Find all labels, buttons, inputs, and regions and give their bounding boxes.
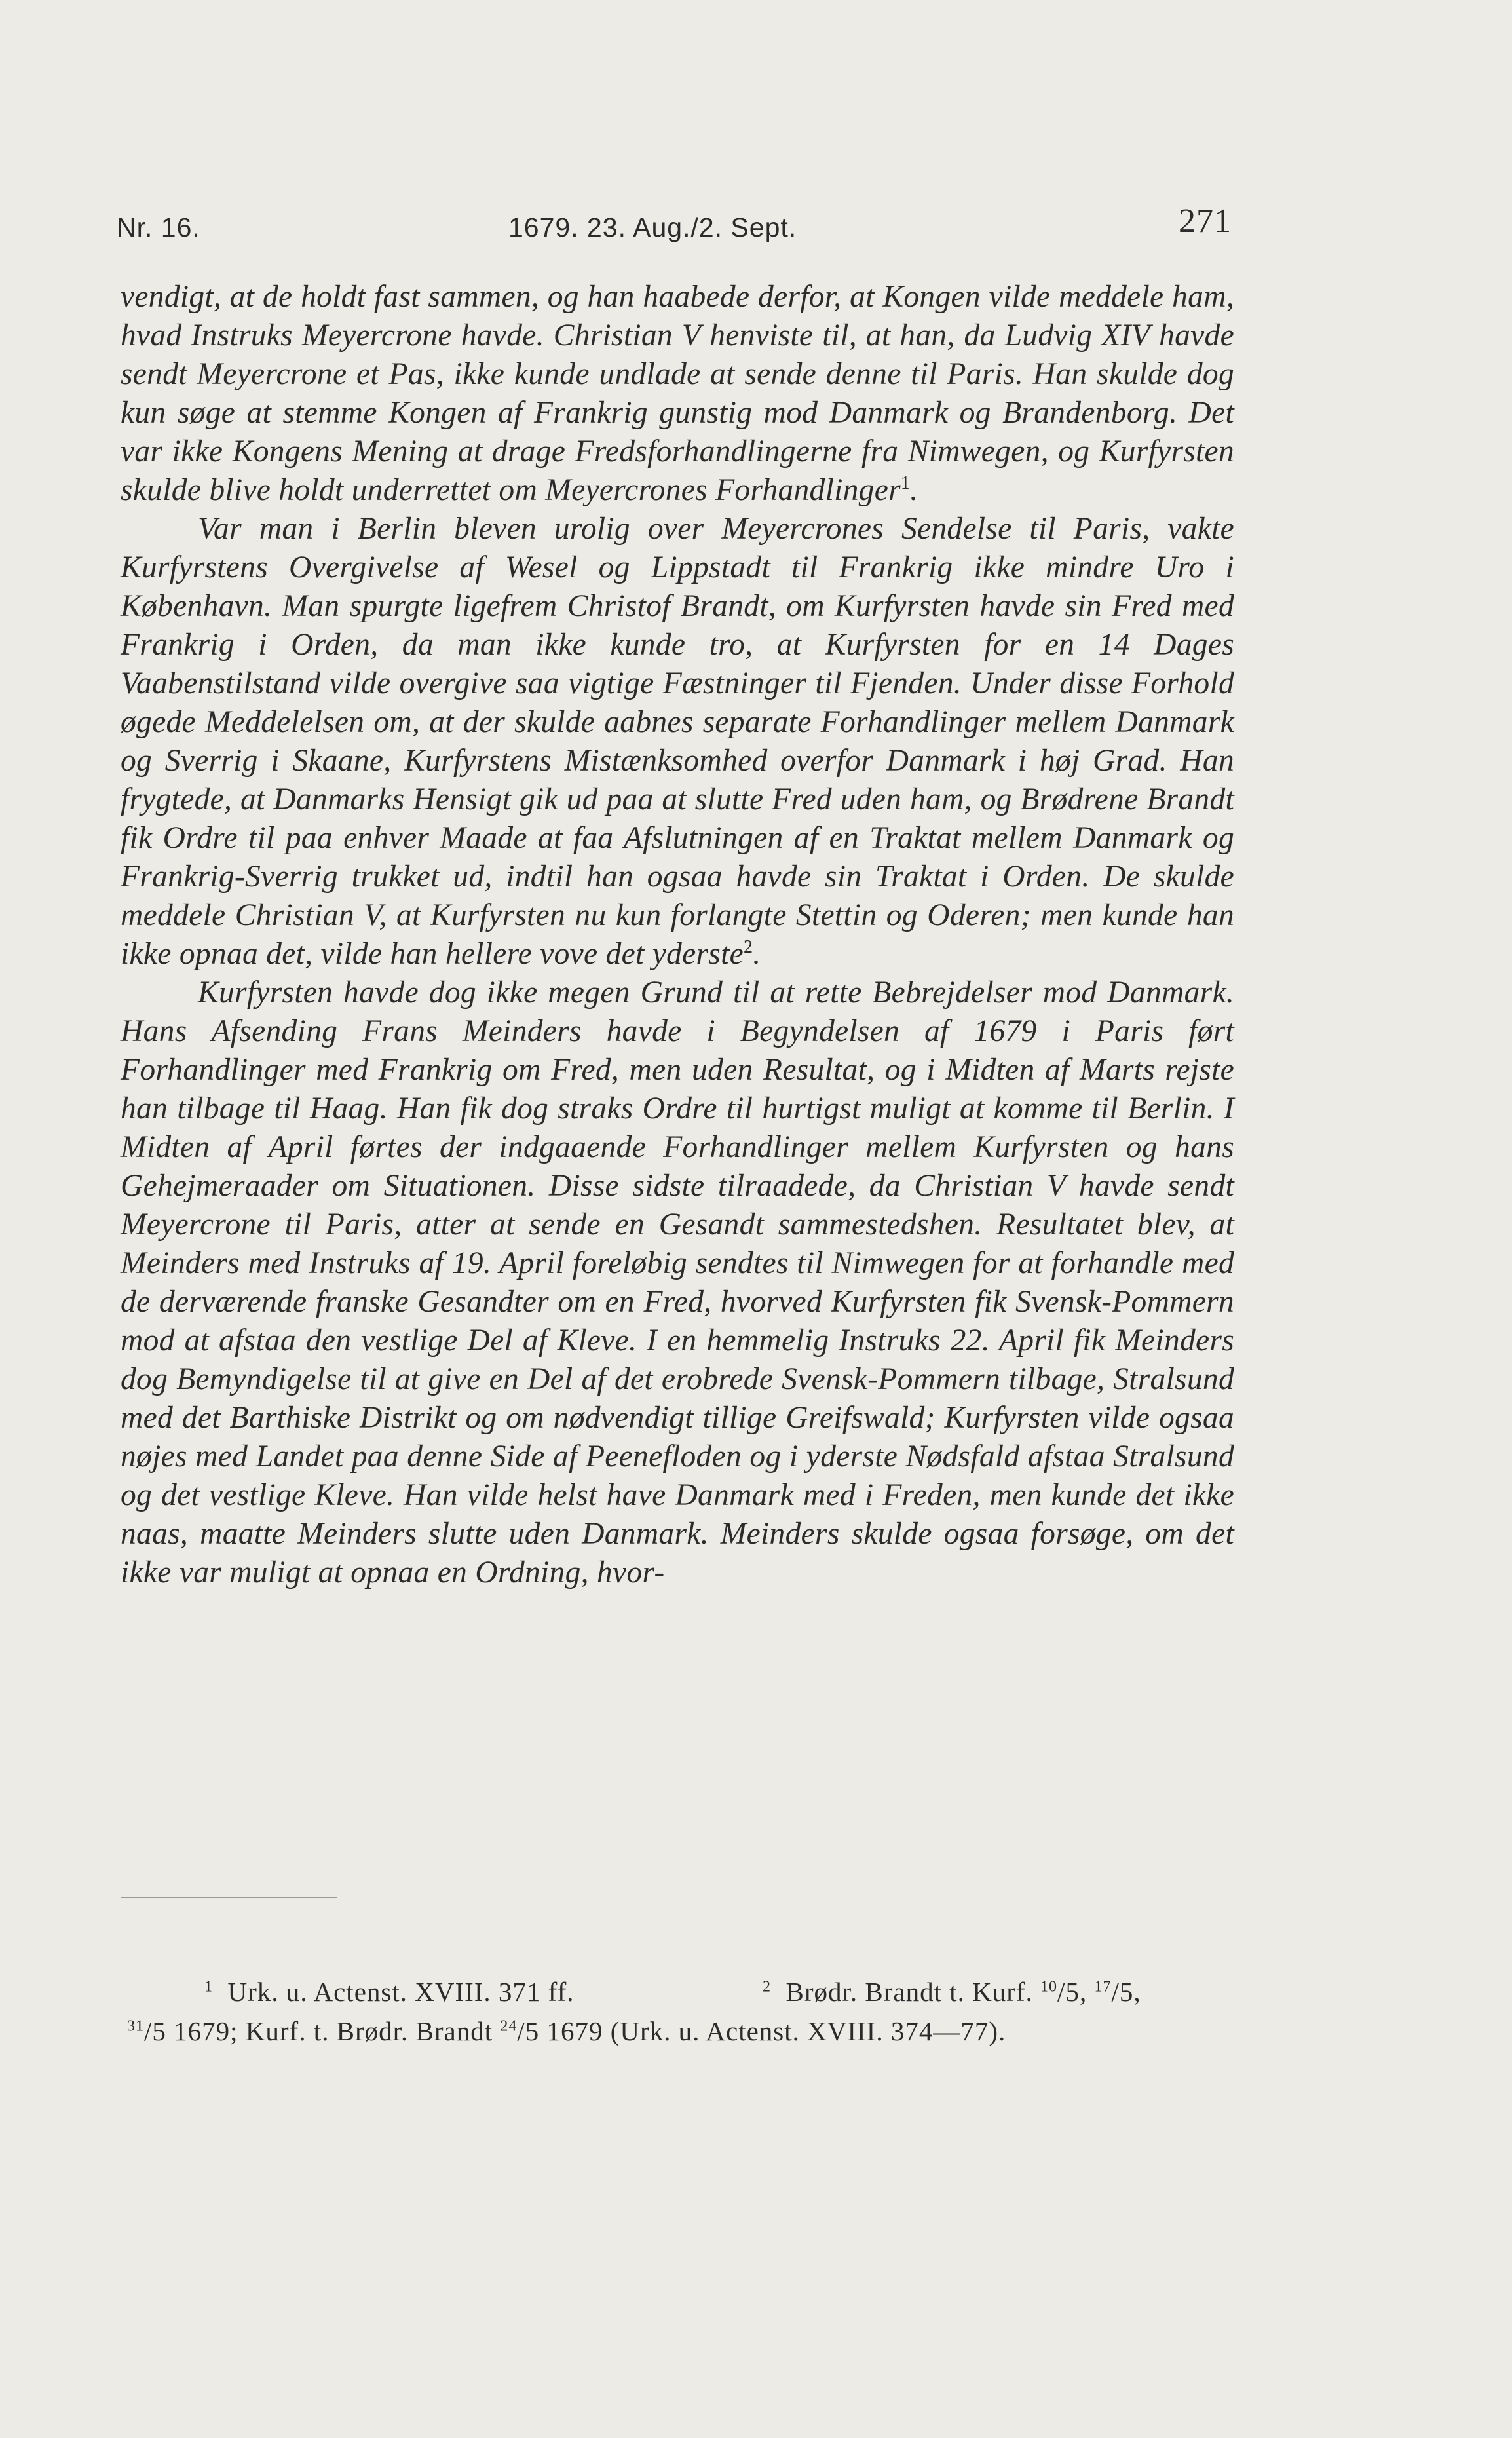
footnotes — [121, 1972, 1234, 2051]
footnote-2-cont-text-a: 1679; Kurf. t. Brødr. Brandt — [174, 2016, 493, 2046]
date-3-num: 31 — [127, 2017, 144, 2035]
paragraph-3: Kurfyrsten havde dog ikke megen Grund til at rette Bebrejdelser mod Danmark. Hans Afsending Frans Meinders havde i Begyndelsen af 1679 i Paris ført Forhandlinger med Frankrig om Fred, men uden Resultat, og i Midten af Marts rejste han tilbage til Haag. Han fik dog straks Ordre til hurtigst muligt at komme til Berlin. I Midten af April førtes der indgaaende Forhandlinger mellem Kurfyrsten og hans Gehejmeraader om Situationen. Disse sidste tilraadede, da Christian V havde sendt Meyercrone til Paris, atter at sende en Gesandt sammestedshen. Resultatet blev, at Meinders med Instruks af 19. April foreløbig sendtes til Nimwegen for at forhandle med de derværende franske Gesandter om en Fred, hvorved Kurfyrsten fik Svensk-Pommern mod at afstaa den vestlige Del af Kleve. I en hemmelig Instruks 22. April fik Meinders dog Bemyndigelse til at give en Del af det erobrede Svensk-Pommern tilbage, Stralsund med det Barthiske Distrikt og om nødvendigt tillige Greifswald; Kurfyrsten vilde ogsaa nøjes med Landet paa denne Side af Peenefloden og i yderste Nødsfald afstaa Stralsund og det vestlige Kleve. Han vilde helst have Danmark med i Freden, men kunde det ikke naas, maatte Meinders slutte uden Danmark. Meinders skulde ogsaa forsøge, om det ikke var muligt at opnaa en Ordning, hvor- — [121, 976, 1234, 1590]
footnote-ref-1: 1 — [900, 473, 911, 494]
footnote-2-continuation — [127, 2011, 1006, 2051]
paragraph-1-end: . — [910, 473, 918, 507]
date-4-den: /5 — [517, 2016, 540, 2046]
footnote-2 — [763, 1972, 1141, 2011]
header-date-range: 1679. 23. Aug./2. Sept. — [508, 212, 797, 242]
footnote-line-2 — [121, 2011, 1234, 2051]
main-text — [121, 278, 1234, 1592]
date-1-num: 10 — [1040, 1978, 1058, 1996]
footnote-2-cont-text-b: 1679 (Urk. u. Actenst. XVIII. 374—77). — [546, 2016, 1006, 2046]
header-document-number: Nr. 16. — [117, 212, 200, 242]
footnote-1-mark: 1 — [204, 1978, 213, 1996]
footnote-1 — [204, 1972, 575, 2011]
date-3-den: /5 — [144, 2016, 166, 2046]
date-2-den: /5, — [1111, 1977, 1141, 2007]
footnote-2-mark: 2 — [763, 1978, 771, 1996]
paragraph-2 — [121, 510, 1234, 974]
footnote-line-1 — [121, 1972, 1234, 2011]
footnote-1-text: Urk. u. Actenst. XVIII. 371 ff. — [227, 1977, 575, 2007]
paragraph-2-text: Var man i Berlin bleven urolig over Meyercrones Sendelse til Paris, vakte Kurfyrstens Overgivelse af Wesel og Lippstadt til Frankrig ikke mindre Uro i København. Man spurgte ligefrem Christof Brandt, om Kurfyrsten havde sin Fred med Frankrig i Orden, da man ikke kunde tro, at Kurfyrsten for en 14 Dages Vaabenstilstand vilde overgive saa vigtige Fæstninger til Fjenden. Under disse Forhold øgede Meddelelsen om, at der skulde aabnes separate Forhandlinger mellem Danmark og Sverrig i Skaane, Kurfyrstens Mistænksomhed overfor Danmark i høj Grad. Han frygtede, at Danmarks Hensigt gik ud paa at slutte Fred uden ham, og Brødrene Brandt fik Ordre til paa enhver Maade at faa Afslutningen af en Traktat mellem Danmark og Frankrig-Sverrig trukket ud, indtil han ogsaa havde sin Traktat i Orden. De skulde meddele Christian V, at Kurfyrsten nu kun forlangte Stettin og Oderen; men kunde han ikke opnaa det, vilde han hellere vove det yderste — [121, 512, 1234, 971]
paragraph-2-end: . — [753, 937, 761, 971]
footnote-2-text: Brødr. Brandt t. Kurf. — [785, 1977, 1033, 2007]
footnote-divider — [121, 1897, 337, 1898]
paragraph-1 — [121, 278, 1234, 510]
footnote-ref-2: 2 — [743, 937, 753, 958]
date-1-den: /5, — [1057, 1977, 1087, 2007]
date-2-num: 17 — [1094, 1978, 1112, 1996]
date-4-num: 24 — [500, 2017, 518, 2035]
page-number: 271 — [1179, 202, 1232, 240]
running-header — [117, 197, 1232, 262]
paragraph-1-text: vendigt, at de holdt fast sammen, og han haabede derfor, at Kongen vilde meddele ham, hvad Instruks Meyercrone havde. Christian V henviste til, at han, da Ludvig XIV havde sendt Meyercrone et Pas, ikke kunde undlade at sende denne til Paris. Han skulde dog kun søge at stemme Kongen af Frankrig gunstig mod Danmark og Brandenborg. Det var ikke Kongens Mening at drage Fredsforhandlingerne fra Nimwegen, og Kurfyrsten skulde blive holdt underrettet om Meyercrones Forhandlinger — [121, 280, 1234, 507]
